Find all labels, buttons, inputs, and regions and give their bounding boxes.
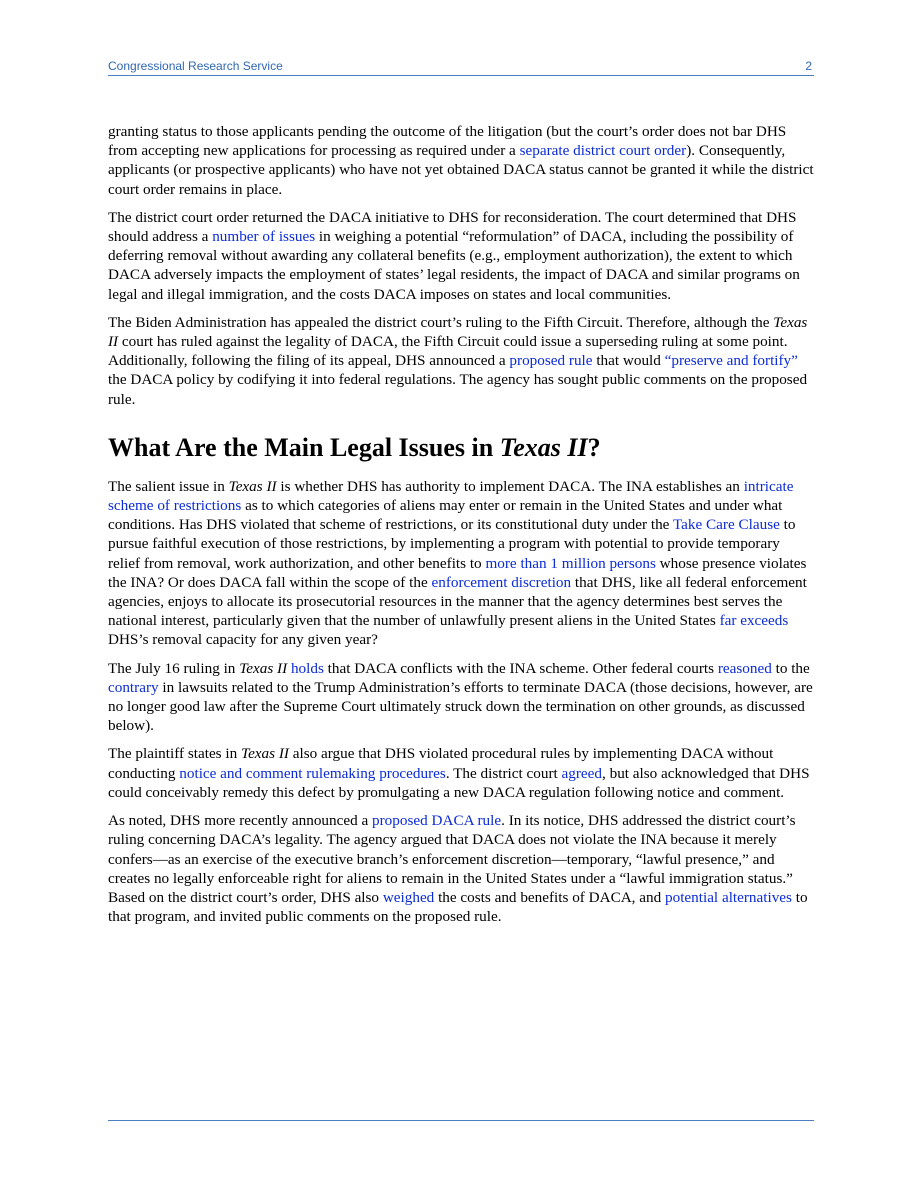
text: The salient issue in — [108, 477, 229, 495]
paragraph-2 — [108, 208, 814, 304]
text: that DHS, like all federal enforcement agencies, enjoys to allocate its prosecutorial resources in the manner that the agency determines best serves the national interest, particularly given that the number of unlawfully present aliens in the United States — [108, 573, 807, 630]
text: to the — [771, 659, 810, 677]
link-take-care-clause[interactable]: Take Care Clause — [672, 516, 780, 534]
text: As noted, DHS more recently announced a — [108, 812, 373, 830]
header-organization: Congressional Research Service — [108, 59, 283, 73]
text: that DACA conflicts with the INA scheme. Other federal courts — [323, 659, 718, 677]
paragraph-7 — [108, 811, 814, 926]
link-far-exceeds[interactable]: far exceeds — [719, 612, 789, 630]
text: in lawsuits related to the Trump Administration’s efforts to terminate DACA (those decisions, however, are no longer good law after the Supreme Court ultimately struck down the termination on other grounds, as discussed below). — [108, 678, 813, 735]
text: as to which categories of aliens may enter or remain in the United States and under what conditions. Has DHS violated that scheme of restrictions, or its constitutional duty under the — [108, 497, 783, 534]
heading-case-name: Texas II — [499, 432, 588, 462]
link-proposed-rule[interactable]: proposed rule — [509, 352, 593, 370]
link-weighed[interactable]: weighed — [382, 888, 435, 906]
case-name: Texas II — [108, 313, 808, 351]
case-name: Texas II — [228, 477, 277, 495]
text: The July 16 ruling in — [108, 659, 240, 677]
text: to that program, and invited public comments on the proposed rule. — [108, 888, 808, 926]
running-header — [108, 57, 814, 76]
text: , but also acknowledged that DHS could conceivably remedy this defect by promulgating a new DACA regulation following notice and comment. — [108, 764, 810, 801]
link-separate-district-court-order[interactable]: separate district court order — [519, 142, 687, 160]
case-name: Texas II — [241, 745, 289, 763]
text: . The district court — [445, 764, 562, 782]
text: The Biden Administration has appealed the district court’s ruling to the Fifth Circuit. Therefore, although the — [108, 313, 774, 331]
paragraph-1 — [108, 122, 814, 199]
link-proposed-daca-rule[interactable]: proposed DACA rule — [372, 812, 502, 830]
heading-text: ? — [587, 432, 601, 462]
text: in weighing a potential “reformulation” of DACA, including the possibility of deferring removal without awarding any collateral benefits (e.g., employment authorization), the extent to which DACA adversely impacts the employment of states’ legal residents, the impact of DACA and similar programs on legal and illegal immigration, and the costs DACA imposes on states and local communities. — [108, 228, 800, 303]
text: . In its notice, DHS addressed the district court’s ruling concerning DACA’s legality. The agency argued that DACA does not violate the INA because it merely confers—as an exercise of the executive branch’s enforcement discretion—temporary, “lawful presence,” and creates no legally enforceable right for aliens to remain in the United States under a “lawful immigration status.” Based on the district court’s order, DHS also — [108, 812, 796, 906]
text: to pursue faithful execution of those restrictions, by implementing a program with potential to provide temporary relief from removal, work authorization, and other benefits to — [108, 516, 796, 572]
link-reasoned[interactable]: reasoned — [717, 659, 772, 677]
text: ). Consequently, applicants (or prospective applicants) who have not yet obtained DACA status cannot be granted it while the district court order remains in place. — [108, 142, 814, 198]
link-preserve-and-fortify[interactable]: “preserve and fortify” — [664, 352, 798, 370]
text: The plaintiff states in — [108, 745, 242, 763]
link-intricate-scheme-of-restrictions[interactable]: intricate scheme of restrictions — [108, 477, 794, 515]
link-agreed[interactable]: agreed — [561, 764, 602, 782]
text: the costs and benefits of DACA, and — [434, 888, 666, 906]
link-contrary[interactable]: contrary — [108, 678, 159, 696]
text: that would — [592, 352, 665, 370]
link-potential-alternatives[interactable]: potential alternatives — [665, 888, 792, 906]
text: The district court order returned the DACA initiative to DHS for reconsideration. The court determined that DHS should address a — [108, 208, 797, 246]
text: DHS’s removal capacity for any given year? — [108, 631, 378, 649]
text: whose presence violates the INA? Or does DACA fall within the scope of the — [108, 554, 807, 591]
link-more-than-1-million-persons[interactable]: more than 1 million persons — [485, 554, 656, 572]
section-heading — [108, 433, 814, 463]
page-number: 2 — [805, 59, 812, 73]
link-holds[interactable]: holds — [290, 659, 324, 677]
paragraph-6 — [108, 744, 814, 802]
text: also argue that DHS violated procedural rules by implementing DACA without conducting — [108, 745, 774, 782]
text: court has ruled against the legality of DACA, the Fifth Circuit could issue a superseding ruling at some point. Additionally, following the filing of its appeal, DHS announced a — [108, 333, 788, 370]
link-enforcement-discretion[interactable]: enforcement discretion — [431, 573, 572, 591]
heading-text: What Are the Main Legal Issues in — [108, 432, 500, 462]
footer-rule — [108, 1120, 814, 1121]
paragraph-3 — [108, 313, 814, 409]
paragraph-5 — [108, 659, 814, 736]
document-body — [108, 122, 814, 935]
link-notice-and-comment-rulemaking-procedures[interactable]: notice and comment rulemaking procedures — [179, 764, 446, 782]
text: the DACA policy by codifying it into federal regulations. The agency has sought public comments on the proposed rule. — [108, 371, 808, 408]
paragraph-4 — [108, 477, 814, 650]
text: is whether DHS has authority to implement DACA. The INA establishes an — [276, 477, 744, 495]
text: granting status to those applicants pending the outcome of the litigation (but the court’s order does not bar DHS from accepting new applications for processing as required under a — [108, 123, 787, 160]
case-name: Texas II — [239, 659, 288, 677]
link-number-of-issues[interactable]: number of issues — [212, 228, 316, 246]
